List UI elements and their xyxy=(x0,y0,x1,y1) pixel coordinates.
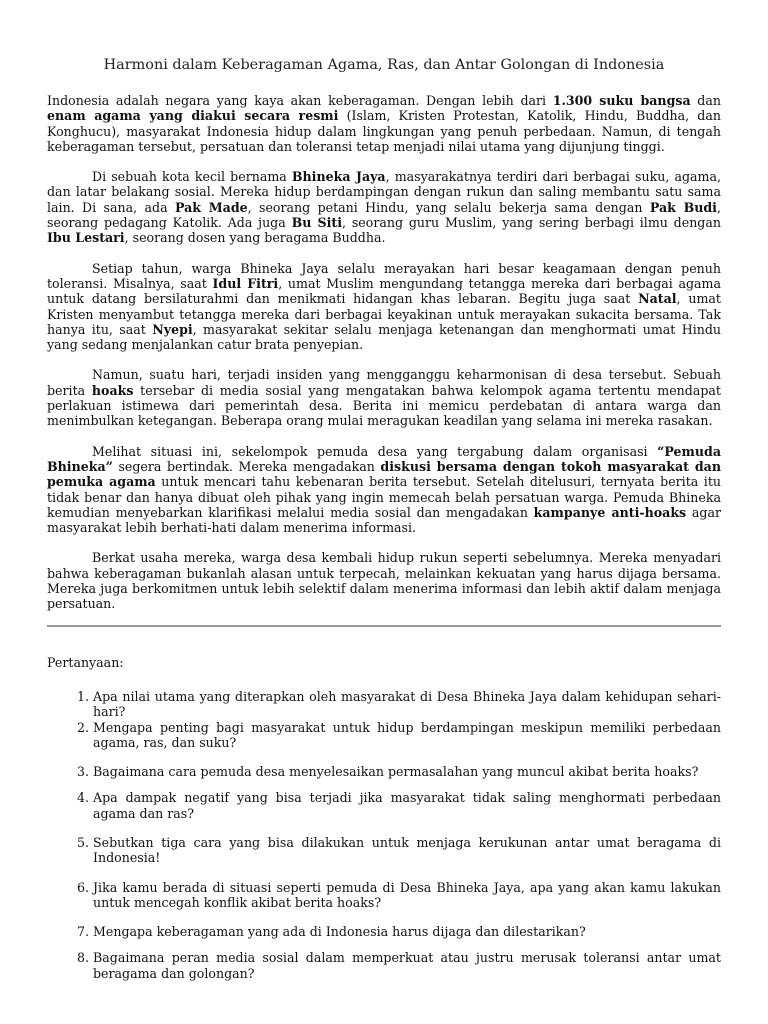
bold-phrase: Pak Made xyxy=(174,199,248,215)
text-run: Di sebuah kota kecil bernama xyxy=(92,169,292,185)
text-run: , seorang petani Hindu, yang selalu bekerja sama dengan xyxy=(247,199,650,215)
question-item-7: 7. Mengapa keberagaman yang ada di Indonesia harus dijaga dan dilestarikan? xyxy=(93,924,721,939)
bold-phrase: Ibu Lestari xyxy=(47,230,125,246)
bold-phrase: Nyepi xyxy=(152,321,193,337)
text-run: Setiap tahun, warga Bhineka Jaya selalu merayakan hari besar keagamaan dengan penuh toleransi. Misalnya, saat xyxy=(47,260,721,291)
bold-phrase: Pak Budi xyxy=(649,199,717,215)
story-paragraph-3 xyxy=(47,261,721,353)
bold-phrase: Idul Fitri xyxy=(212,275,279,291)
text-run: , umat Muslim mengundang tetangga mereka dari berbagai agama untuk datang bersilaturahmi dan menikmati hidangan khas lebaran. Begitu juga saat xyxy=(47,275,722,307)
text-run: Namun, suatu hari, terjadi insiden yang mengganggu keharmonisan di desa tersebut. Sebuah berita xyxy=(47,367,721,398)
text-run: Indonesia adalah negara yang kaya akan keberagaman. Dengan lebih dari xyxy=(47,93,553,108)
document-title: Harmoni dalam Keberagaman Agama, Ras, dan Antar Golongan di Indonesia xyxy=(103,57,665,73)
text-run: (Islam, Kristen Protestan, Katolik, Hindu, Buddha, dan Konghucu), masyarakat Indonesia hidup dalam lingkungan yang penuh perbedaan. Namun, di tengah keberagaman tersebut, persatuan dan toleransi tetap menjadi nilai utama yang dijunjung tinggi. xyxy=(47,108,721,154)
bold-phrase: 1.300 suku bangsa xyxy=(552,93,691,108)
bold-phrase: enam agama yang diakui secara resmi xyxy=(47,108,339,124)
question-item-2: 2. Mengapa penting bagi masyarakat untuk hidup berdampingan meskipun memiliki perbedaan agama, ras, dan suku? xyxy=(93,720,721,751)
text-run: , masyarakatnya terdiri dari berbagai suku, agama, dan latar belakang sosial. Mereka hidup berdampingan dengan rukun dan saling membantu satu sama lain. Di sana, ada xyxy=(47,169,721,215)
story-paragraph-2 xyxy=(47,169,721,245)
text-run: , seorang dosen yang beragama Buddha. xyxy=(124,230,386,246)
story-body xyxy=(47,93,721,612)
text-run: agar masyarakat lebih berhati-hati dalam menerima informasi. xyxy=(47,504,721,536)
questions-heading: Pertanyaan: xyxy=(47,654,124,670)
text-run: , seorang guru Muslim, yang sering berbagi ilmu dengan xyxy=(342,215,721,231)
document-page xyxy=(47,56,721,981)
text-run: , seorang pedagang Katolik. Ada juga xyxy=(47,199,721,231)
question-item-5: 5. Sebutkan tiga cara yang bisa dilakukan untuk menjaga kerukunan antar umat beragama di Indonesia! xyxy=(93,835,721,866)
questions-list xyxy=(47,689,721,981)
story-paragraph-1 xyxy=(47,93,721,154)
text-run: segera bertindak. Mereka mengadakan xyxy=(112,458,381,474)
bold-phrase: hoaks xyxy=(91,382,134,398)
text-run: Melihat situasi ini, sekelompok pemuda desa yang tergabung dalam organisasi xyxy=(92,443,658,459)
text-run: dan xyxy=(690,93,721,108)
question-item-8: 8. Bagaimana peran media sosial dalam memperkuat atau justru merusak toleransi antar umat beragama dan golongan? xyxy=(93,950,721,981)
text-run: , umat Kristen menyambut tetangga mereka dari berbagai keyakinan untuk merayakan sukacita bersama. Tak hanya itu, saat xyxy=(47,291,721,337)
bold-phrase: Bhineka Jaya xyxy=(291,169,386,185)
question-item-6: 6. Jika kamu berada di situasi seperti pemuda di Desa Bhineka Jaya, apa yang akan kamu lakukan untuk mencegah konflik akibat berita hoaks? xyxy=(93,880,721,911)
question-item-4: 4. Apa dampak negatif yang bisa terjadi jika masyarakat tidak saling menghormati perbedaan agama dan ras? xyxy=(93,790,721,821)
story-paragraph-5 xyxy=(47,444,721,536)
bold-phrase: Natal xyxy=(638,291,677,307)
text-run: untuk mencari tahu kebenaran berita tersebut. Setelah ditelusuri, ternyata berita itu tidak benar dan hanya dibuat oleh pihak yang ingin memecah belah persatuan warga. Pemuda Bhineka kemudian menyebarkan klarifikasi melalui media sosial dan mengadakan xyxy=(47,474,721,520)
bold-phrase: kampanye anti-hoaks xyxy=(533,504,687,520)
bold-phrase: “Pemuda Bhineka” xyxy=(47,443,721,474)
text-run: tersebar di media sosial yang mengatakan bahwa kelompok agama tertentu mendapat perlakuan istimewa dari pemerintah desa. Berita ini memicu perdebatan di antara warga dan menimbulkan ketegangan. Beberapa orang mulai meragukan keadilan yang selama ini mereka rasakan. xyxy=(47,382,721,429)
story-paragraph-4 xyxy=(47,367,721,428)
bold-phrase: diskusi bersama dengan tokoh masyarakat dan pemuka agama xyxy=(47,458,721,490)
section-divider xyxy=(47,625,721,627)
text-run: , masyarakat sekitar selalu menjaga ketenangan dan menghormati umat Hindu yang sedang menjalankan catur brata penyepian. xyxy=(47,321,722,353)
bold-phrase: Bu Siti xyxy=(291,215,343,231)
text-run: Berkat usaha mereka, warga desa kembali hidup rukun seperti sebelumnya. Mereka menyadari bahwa keberagaman bukanlah alasan untuk terpecah, melainkan kekuatan yang harus dijaga bersama. Mereka juga berkomitmen untuk lebih selektif dalam menerima informasi dan lebih aktif dalam menjaga persatuan. xyxy=(47,550,721,612)
question-item-3: 3. Bagaimana cara pemuda desa menyelesaikan permasalahan yang muncul akibat berita hoaks? xyxy=(93,764,721,779)
question-item-1: 1. Apa nilai utama yang diterapkan oleh masyarakat di Desa Bhineka Jaya dalam kehidupan sehari-hari? xyxy=(93,689,721,720)
story-paragraph-6 xyxy=(47,550,721,611)
